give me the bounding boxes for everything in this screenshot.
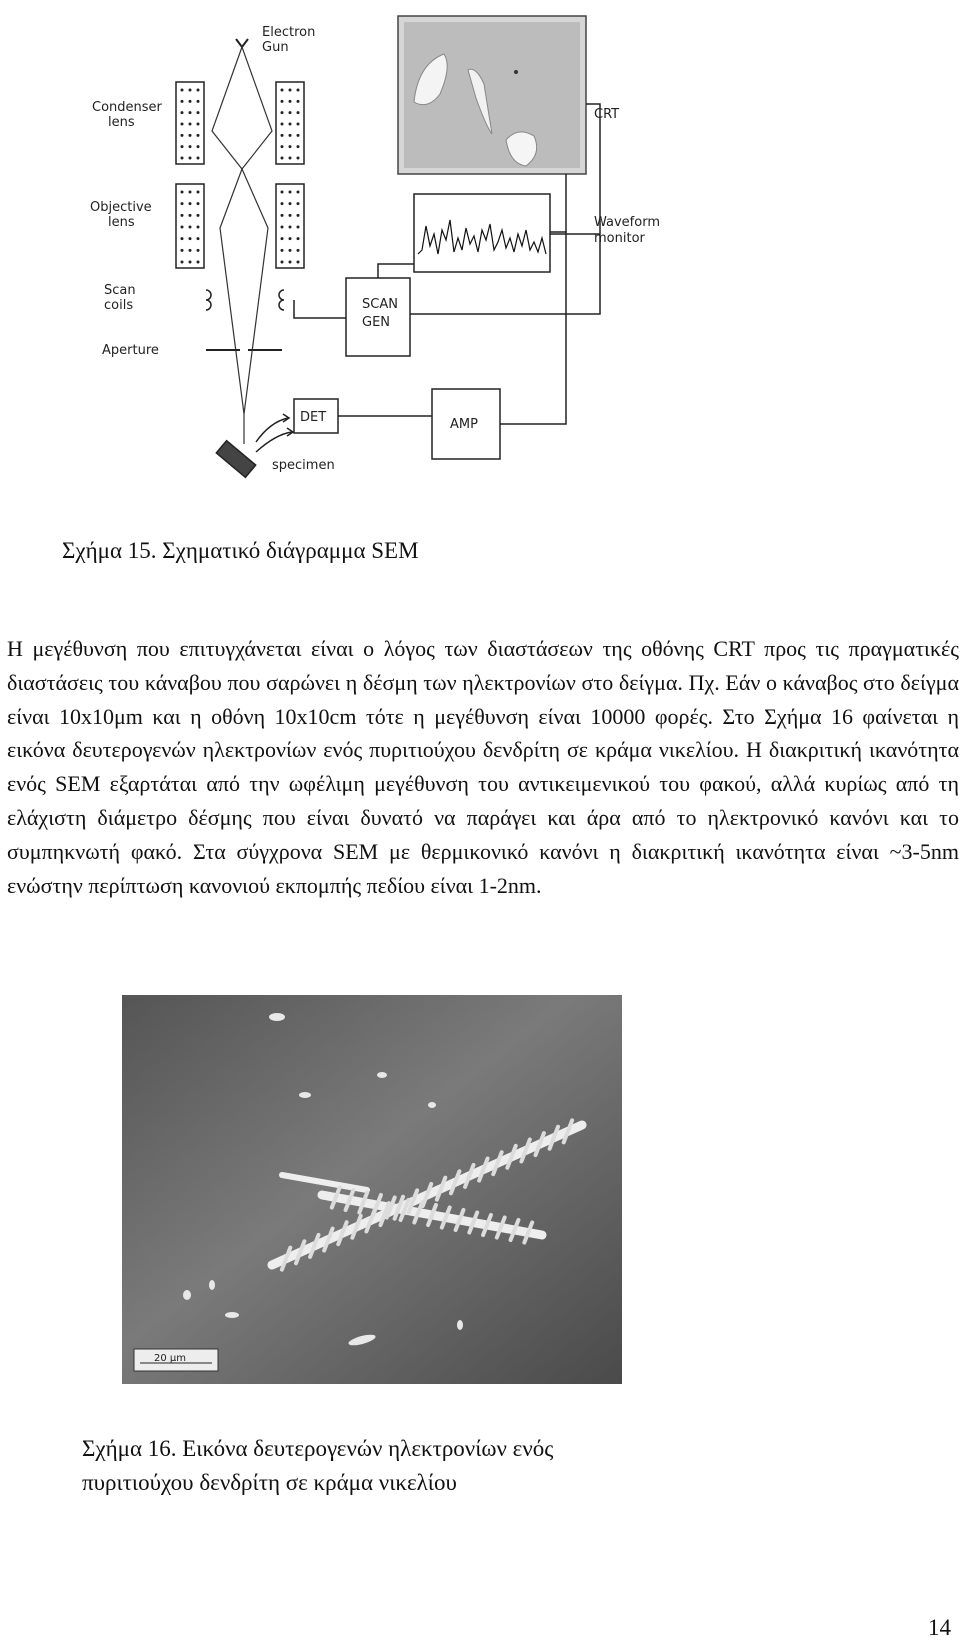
label-scan-gen-1: SCAN (362, 297, 398, 312)
label-scan: Scan (104, 283, 136, 298)
label-condenser-lens: lens (108, 115, 135, 130)
scale-bar-label: 20 μm (154, 1353, 187, 1364)
body-paragraph (7, 632, 959, 902)
objective-lens-icon (176, 184, 304, 268)
label-electron: Electron (262, 25, 316, 40)
figure16-caption (82, 1432, 682, 1500)
page-number: 14 (928, 1615, 951, 1640)
scan-coils-icon (206, 290, 284, 310)
figure15-caption: Σχήμα 15. Σχηματικό διάγραμμα SEM (62, 538, 419, 563)
dendrite-micrograph-image (122, 995, 622, 1384)
label-crt: CRT (594, 107, 620, 122)
scale-bar (134, 1349, 218, 1371)
signal-arrows-icon (256, 414, 293, 452)
label-condenser: Condenser (92, 100, 162, 115)
label-amp: AMP (450, 417, 478, 432)
label-specimen: specimen (272, 458, 335, 473)
sem-micrograph-figure (122, 995, 622, 1384)
figure16-caption-line1: Σχήμα 16. Εικόνα δευτερογενών ηλεκτρονίων ενός (82, 1436, 554, 1461)
label-aperture: Aperture (102, 343, 159, 358)
label-coils: coils (104, 298, 134, 313)
label-scan-gen-2: GEN (362, 315, 391, 330)
figure16-caption-line2: πυριτιούχου δενδρίτη σε κράμα νικελίου (82, 1470, 457, 1495)
condenser-lens-icon (176, 82, 304, 164)
sem-schematic-figure (80, 14, 660, 494)
label-gun: Gun (262, 40, 289, 55)
beam-upper (212, 47, 272, 169)
beam-lower (220, 169, 268, 414)
waveform-monitor (414, 194, 550, 272)
specimen-icon (216, 441, 255, 478)
crt-screen (398, 16, 586, 174)
label-waveform: Waveform (594, 215, 660, 230)
label-monitor: monitor (594, 231, 645, 246)
label-det: DET (300, 410, 327, 425)
paragraph-text: Η μεγέθυνση που επιτυγχάνεται είναι ο λόγος των διαστάσεων της οθόνης CRT προς τις πραγματικές διαστάσεις του κάναβου που σαρώνει η δέσμη των ηλεκτρονίων στο δείγμα. Πχ. Εάν ο κάναβος στο δείγμα είναι 10x10μm και η οθόνη 10x10cm τότε η μεγέθυνση είναι 10000 φορές. Στο Σχήμα 16 φαίνεται η εικόνα δευτερογενών ηλεκτρονίων ενός πυριτιούχου δενδρίτη σε κράμα νικελίου. Η διακριτική ικανότητα ενός SEM εξαρτάται από την ωφέλιμη μεγέθυνση του αντικειμενικού του φακού, αλλά κυρίως από τη ελάχιστη διάμετρο δέσμης που είναι δυνατό να παράγει και άρα από το ηλεκτρονικό κανόνι και το συμπηκνωτή φακό. Στα σύγχρονα SEM με θερμικονικό κανόνι η διακριτική ικανότητα είναι ~3-5nm ενώστην περίπτωση κανονιού εκπομπής πεδίου είναι 1-2nm. (7, 636, 959, 898)
label-objective: Objective (90, 200, 152, 215)
label-objective-lens: lens (108, 215, 135, 230)
sem-schematic-diagram (80, 14, 660, 494)
